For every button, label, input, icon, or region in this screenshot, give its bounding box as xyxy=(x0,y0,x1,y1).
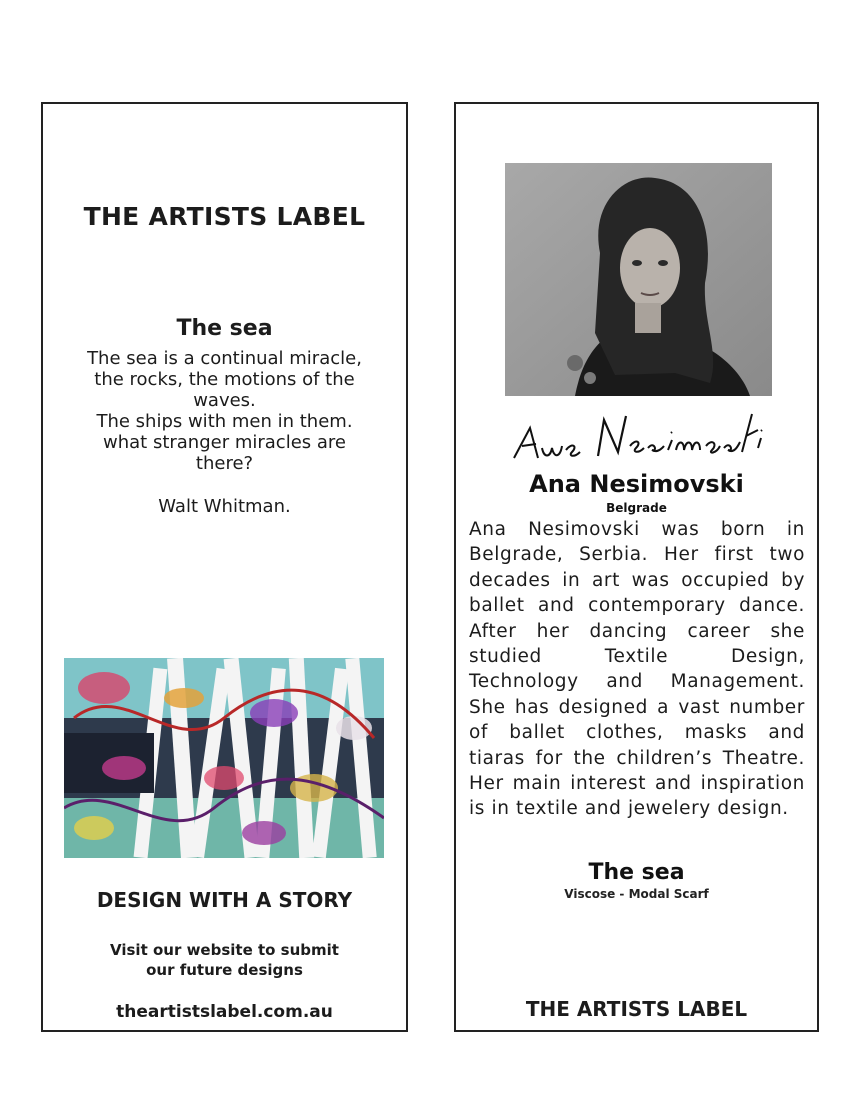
poem-line: The sea is a continual miracle, xyxy=(87,348,362,369)
product-title: The sea xyxy=(588,860,685,885)
product-subtitle: Viscose - Modal Scarf xyxy=(564,887,709,901)
artist-name: Ana Nesimovski xyxy=(529,470,744,498)
brand-footer: THE ARTISTS LABEL xyxy=(525,997,748,1021)
cta-text xyxy=(43,940,406,980)
bookmark-card-left xyxy=(41,102,408,1032)
artist-signature xyxy=(508,406,768,468)
website-link[interactable]: theartistslabel.com.au xyxy=(116,1002,333,1022)
poem-line: the rocks, the motions of the xyxy=(94,369,355,390)
poem-author: Walt Whitman. xyxy=(158,496,291,517)
cta-line: our future designs xyxy=(146,961,303,979)
bookmark-card-right xyxy=(454,102,819,1032)
artist-city: Belgrade xyxy=(606,501,667,515)
cta-line: Visit our website to submit xyxy=(110,941,339,959)
brand-title: THE ARTISTS LABEL xyxy=(83,202,366,231)
poem-line: The ships with men in them. xyxy=(96,411,353,432)
artist-photo xyxy=(505,163,772,396)
poem-text xyxy=(43,348,406,474)
poem-title: The sea xyxy=(176,316,273,341)
artist-bio: Ana Nesimovski was born in Belgrade, Serbia. Her first two decades in art was occupied by ballet and contemporary dance. After her dancing career she studied Textile Design, Technology and Management. She has designed a vast number of ballet clothes, masks and tiaras for the children’s Theatre. Her main interest and inspiration is in textile and jewelery design. xyxy=(469,519,805,820)
poem-line: waves. xyxy=(193,390,256,411)
poem-line: what stranger miracles are xyxy=(103,432,346,453)
poem-line: there? xyxy=(195,453,254,474)
tagline: DESIGN WITH A STORY xyxy=(96,888,353,912)
scarf-pattern-image xyxy=(64,658,384,858)
